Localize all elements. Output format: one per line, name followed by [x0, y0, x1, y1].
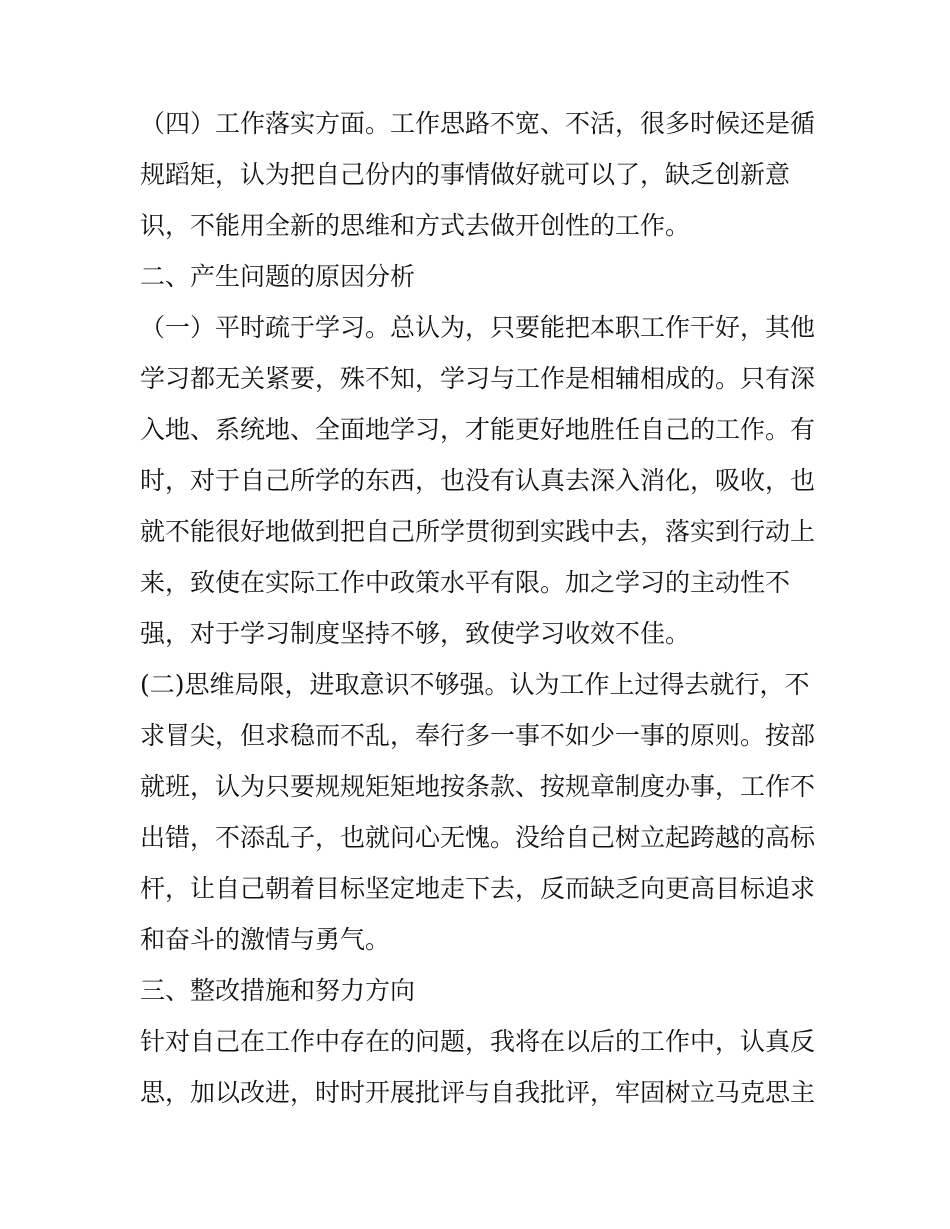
text-line: 识，不能用全新的思维和方式去做开创性的工作。: [140, 211, 691, 240]
text-line: (二)思维局限，进取意识不够强。认为工作上过得去就行，不: [140, 670, 810, 699]
text-line: 和奋斗的激情与勇气。: [140, 925, 391, 954]
section-heading: 二、产生问题的原因分析: [140, 262, 416, 291]
text-line: 求冒尖，但求稳而不乱，奉行多一事不如少一事的原则。按部: [140, 721, 816, 750]
text-line: 杆，让自己朝着目标坚定地走下去，反而缺乏向更高目标追求: [140, 874, 816, 903]
text-line: 规蹈矩，认为把自己份内的事情做好就可以了，缺乏创新意: [140, 160, 791, 189]
section-heading: 三、整改措施和努力方向: [140, 976, 416, 1005]
text-line: 就班，认为只要规规矩矩地按条款、按规章制度办事，工作不: [140, 772, 816, 801]
text-line: （四）工作落实方面。工作思路不宽、不活，很多时候还是循: [140, 109, 816, 138]
text-line: 针对自己在工作中存在的问题，我将在以后的工作中，认真反: [140, 1027, 816, 1056]
text-line: 强，对于学习制度坚持不够，致使学习收效不佳。: [140, 619, 691, 648]
text-line: （一）平时疏于学习。总认为，只要能把本职工作干好，其他: [140, 313, 816, 342]
text-line: 入地、系统地、全面地学习，才能更好地胜任自己的工作。有: [140, 415, 816, 444]
text-line: 来，致使在实际工作中政策水平有限。加之学习的主动性不: [140, 568, 791, 597]
text-line: 时，对于自己所学的东西，也没有认真去深入消化，吸收，也: [140, 466, 816, 495]
text-line: 就不能很好地做到把自己所学贯彻到实践中去，落实到行动上: [140, 517, 816, 546]
text-line: 出错，不添乱子，也就问心无愧。没给自己树立起跨越的高标: [140, 823, 816, 852]
text-line: 学习都无关紧要，殊不知，学习与工作是相辅相成的。只有深: [140, 364, 816, 393]
text-line: 思，加以改进，时时开展批评与自我批评，牢固树立马克思主: [140, 1078, 816, 1107]
